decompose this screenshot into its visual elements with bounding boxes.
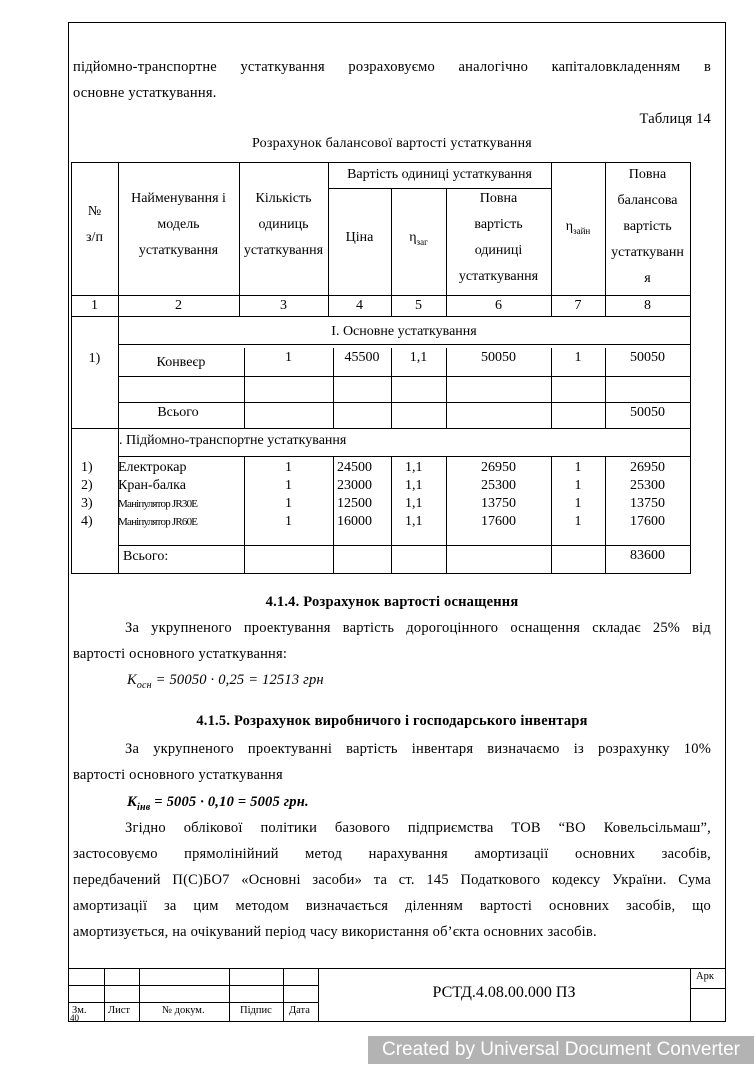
col-number: 8	[644, 298, 651, 313]
col-change: Зм.	[72, 1005, 87, 1016]
s415-para-3: передбачений П(С)БО7 «Основні засоби» та ст. 145 Податкового кодексу України. Сума	[73, 872, 711, 888]
col-number: 4	[356, 298, 363, 313]
table-row-full: 50050	[481, 350, 516, 365]
converter-watermark: Created by Universal Document Converter	[368, 1036, 754, 1064]
header-name: Найменування і модель устаткування	[131, 191, 226, 258]
header-full-balance: Повна балансова вартість устаткуванн я	[611, 167, 684, 286]
section2-nums: 1) 2) 3) 4)	[81, 460, 93, 529]
table-title: Розрахунок балансової вартості устаткування	[252, 136, 532, 151]
s415-para-5: амортизується, на очікуваний період часу використання об’єкта основних засобів.	[73, 924, 597, 940]
sheet-label: Арк	[696, 971, 714, 982]
s415-para-1: Згідно облікової політики базового підприємства ТОВ “ВО Ковельсільмаш”,	[125, 820, 711, 836]
col-sheet: Лист	[108, 1005, 130, 1016]
doc-code: РСТД.4.08.00.000 ПЗ	[432, 984, 576, 1001]
col-signature: Підпис	[240, 1005, 272, 1016]
header-num: № з/п	[86, 204, 103, 245]
table-row-balance: 50050	[630, 350, 665, 365]
col-date: Дата	[289, 1005, 310, 1016]
section2-balance: 26950 25300 13750 17600	[630, 460, 665, 529]
table-label: Таблиця 14	[639, 111, 711, 127]
header-qty: Кількість одиниць устаткування	[243, 191, 324, 258]
section2-title: . Підйомно-транспортне устаткування	[119, 433, 347, 448]
section2-total: 83600	[630, 548, 665, 563]
table-row-price: 45500	[344, 350, 380, 365]
s415-para-4: амортизації за цим методом визначається діленням вартості основних засобів, що	[73, 898, 711, 914]
section1-title: I. Основне устаткування	[331, 324, 477, 339]
section2-names: Електрокар Кран-балка Маніпулятор JR30E Маніпулятор JR60E	[118, 460, 198, 528]
table-row-name: Конвеєр	[156, 355, 206, 370]
col-number: 6	[495, 298, 502, 313]
header-eta-zag: $\eta_{заг}$	[409, 230, 428, 247]
section1-total-label: Всього	[157, 405, 199, 420]
col-number: 7	[574, 298, 582, 313]
header-unit-value: Вартість одиниці устаткування	[347, 167, 532, 182]
table-row-eta: 1,1	[409, 350, 428, 365]
intro-line-2: основне устаткування.	[73, 85, 217, 101]
heading-4-1-5: 4.1.5. Розрахунок виробничого і господарського інвентаря	[196, 713, 588, 729]
section2-price: 24500 23000 12500 16000	[337, 460, 372, 529]
section2-total-label: Всього:	[123, 549, 169, 564]
formula-k-osn: $К_{осн} = 50050 \cdot 0,25 = 12513$ грн	[127, 672, 324, 691]
col-number: 1	[91, 298, 98, 313]
col-number: 5	[415, 298, 422, 313]
section2-eta: 1,1 1,1 1,1 1,1	[405, 460, 423, 529]
section2-qty: 1 1 1 1	[285, 460, 292, 529]
section1-num: 1)	[88, 351, 101, 366]
col-doc-num: № докум.	[162, 1005, 205, 1016]
table-row-eta2: 1	[574, 350, 582, 365]
s414-line-2: вартості основного устаткування:	[73, 646, 288, 662]
col-number: 2	[175, 298, 182, 313]
header-full-unit: Повна вартість одиниці устаткування	[458, 191, 539, 284]
section2-full: 26950 25300 13750 17600	[481, 460, 516, 529]
intro-line-1: підйомно-транспортне устаткування розраховуємо аналогічно капіталовкладенням в	[73, 59, 711, 75]
formula-k-inv: $К_{інв} = 5005 \cdot 0,10 = 5005$ грн.	[127, 794, 309, 813]
section2-eta2: 1 1 1 1	[574, 460, 582, 529]
section1-total: 50050	[630, 405, 665, 420]
sheet-number: 40	[70, 1013, 79, 1023]
s414-line-1: За укрупненого проектування вартість дорогоцінного оснащення складає 25% від	[125, 620, 711, 636]
heading-4-1-4: 4.1.4. Розрахунок вартості оснащення	[265, 594, 519, 610]
header-price: Ціна	[345, 230, 374, 245]
s415-line-1: За укрупненого проектуванні вартість інвентаря визначаємо із розрахунку 10%	[125, 741, 711, 757]
table-row-qty: 1	[285, 350, 292, 365]
col-number: 3	[280, 298, 287, 313]
header-eta-zain: $\eta_{зайн}$	[565, 219, 591, 236]
s415-para-2: застосовуємо прямолінійний метод нарахування амортизації основних засобів,	[73, 846, 711, 862]
s415-line-2: вартості основного устаткування	[73, 767, 283, 783]
